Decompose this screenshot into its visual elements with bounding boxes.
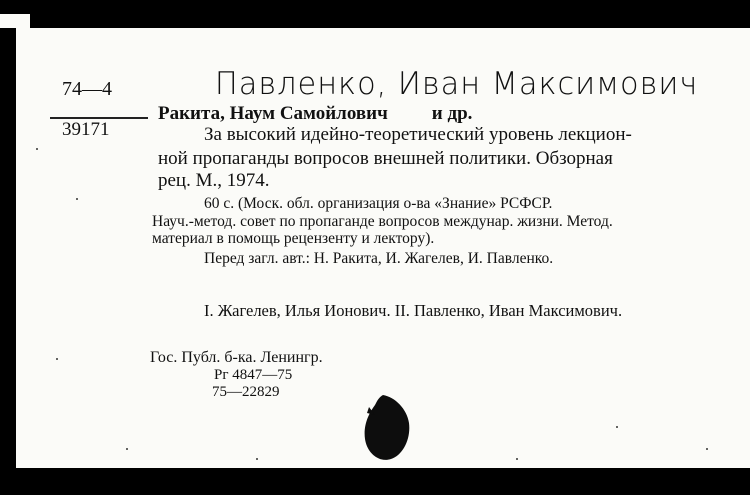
scan-speck xyxy=(126,448,128,450)
call-number-bottom: 39171 xyxy=(62,119,110,140)
description-line-3: материал в помощь рецензенту и лектору). xyxy=(152,230,435,247)
scan-speck xyxy=(256,458,258,460)
heading-etal: и др. xyxy=(431,103,473,124)
scan-speck xyxy=(56,358,58,360)
call-number-top: 74—4 xyxy=(62,78,112,100)
library-line-2: Рг 4847—75 xyxy=(214,367,293,383)
added-entries: I. Жагелев, Илья Ионович. II. Павленко, Иван Максимович. xyxy=(204,301,623,320)
description-line-4: Перед загл. авт.: Н. Ракита, И. Жагелев, И. Павленко. xyxy=(204,250,554,267)
scan-speck xyxy=(516,458,518,460)
scan-speck xyxy=(36,148,38,150)
description-line-2: Науч.-метод. совет по пропаганде вопросов междунар. жизни. Метод. xyxy=(152,213,613,230)
scan-speck xyxy=(76,198,78,200)
title-line-2: ной пропаганды вопросов внешней политики. Обзорная xyxy=(158,148,613,169)
description-line-1: 60 с. (Моск. обл. организация о-ва «Знание» РСФСР. xyxy=(204,195,553,212)
scan-border-top xyxy=(0,0,750,14)
library-line-3: 75—22829 xyxy=(212,384,280,400)
heading-author: Ракита, Наум Самойлович xyxy=(158,103,388,124)
library-line-1: Гос. Публ. б-ка. Ленингр. xyxy=(150,349,323,366)
catalog-card xyxy=(16,28,750,468)
title-line-1: За высокий идейно-теоретический уровень лекцион- xyxy=(204,124,632,145)
title-line-3: рец. М., 1974. xyxy=(158,170,270,191)
scan-speck xyxy=(706,448,708,450)
card-corner xyxy=(0,14,30,28)
scan-border-left xyxy=(0,0,16,495)
scan-speck xyxy=(616,426,618,428)
ink-blot xyxy=(361,393,413,463)
handwritten-name: Павленко, Иван Максимович xyxy=(214,66,699,102)
heading-line xyxy=(158,103,472,125)
